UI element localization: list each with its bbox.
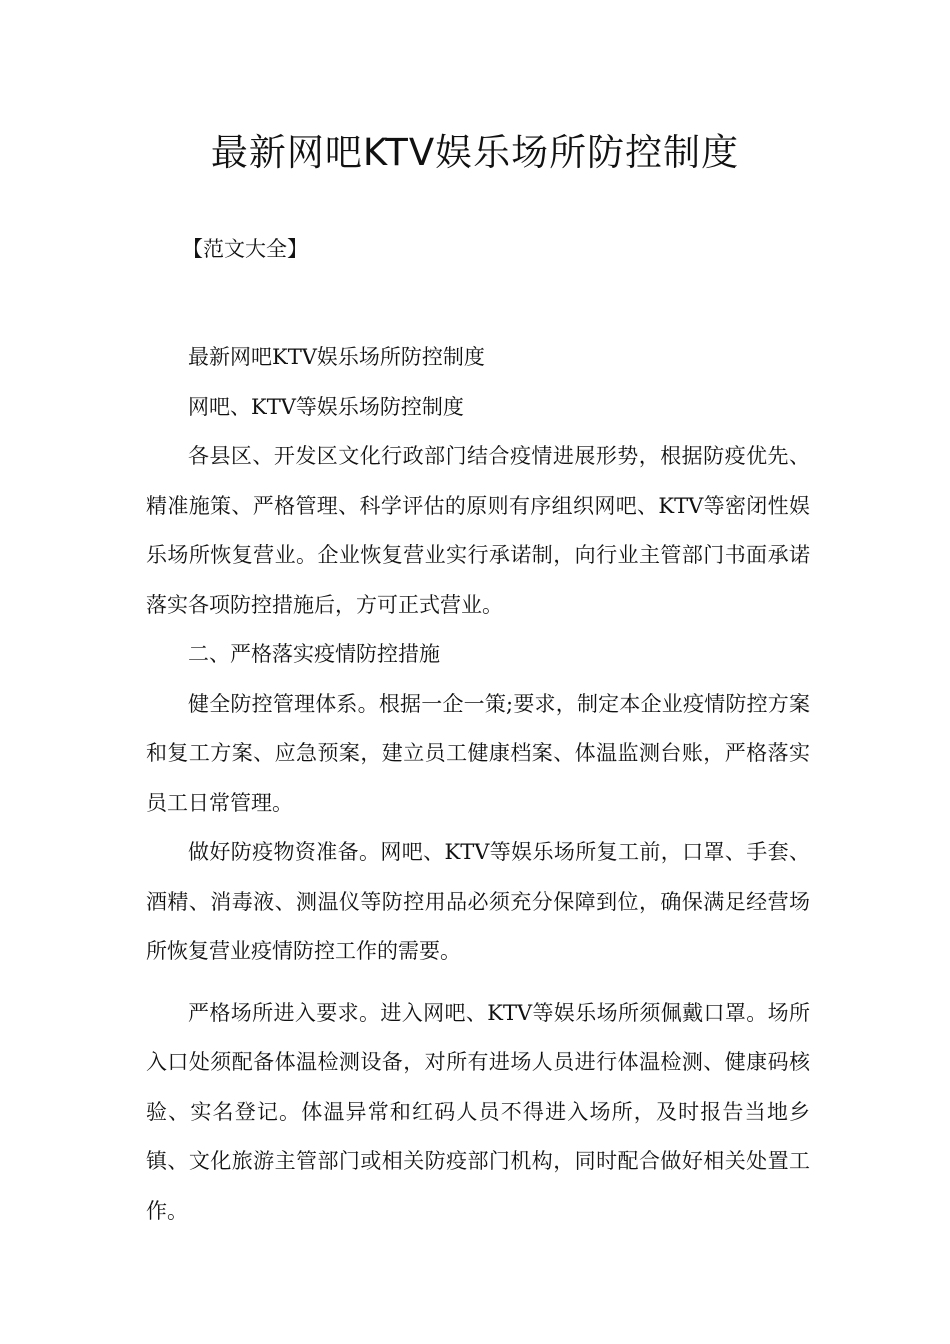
category-tag: 【范文大全】 — [182, 237, 308, 261]
paragraph-entry: 严格场所进入要求。进入网吧、KTV等娱乐场所须佩戴口罩。场所入口处须配备体温检测设备，对所有进场人员进行体温检测、健康码核验、实名登记。体温异常和红码人员不得进入场所，及时报告当地乡镇、文化旅游主管部门或相关防疫部门机构，同时配合做好相关处置工作。 — [146, 1000, 810, 1223]
paragraph-management: 健全防控管理体系。根据一企一策;要求，制定本企业疫情防控方案和复工方案、应急预案，建立员工健康档案、体温监测台账，严格落实员工日常管理。 — [146, 691, 810, 815]
document-body — [146, 333, 810, 1236]
document-title: 最新网吧KTV娱乐场所防控制度 — [210, 131, 740, 174]
paragraph-subtitle: 最新网吧KTV娱乐场所防控制度 — [188, 345, 485, 369]
paragraph-heading: 网吧、KTV等娱乐场防控制度 — [188, 394, 464, 419]
paragraph-intro: 各县区、开发区文化行政部门结合疫情进展形势，根据防疫优先、精准施策、严格管理、科学评估的原则有序组织网吧、KTV等密闭性娱乐场所恢复营业。企业恢复营业实行承诺制，向行业主管部门书面承诺落实各项防控措施后，方可正式营业。 — [146, 444, 810, 617]
section-heading: 二、严格落实疫情防控措施 — [188, 642, 440, 666]
paragraph-supplies: 做好防疫物资准备。网吧、KTV等娱乐场所复工前，口罩、手套、酒精、消毒液、测温仪等防控用品必须充分保障到位，确保满足经营场所恢复营业疫情防控工作的需要。 — [146, 840, 810, 963]
